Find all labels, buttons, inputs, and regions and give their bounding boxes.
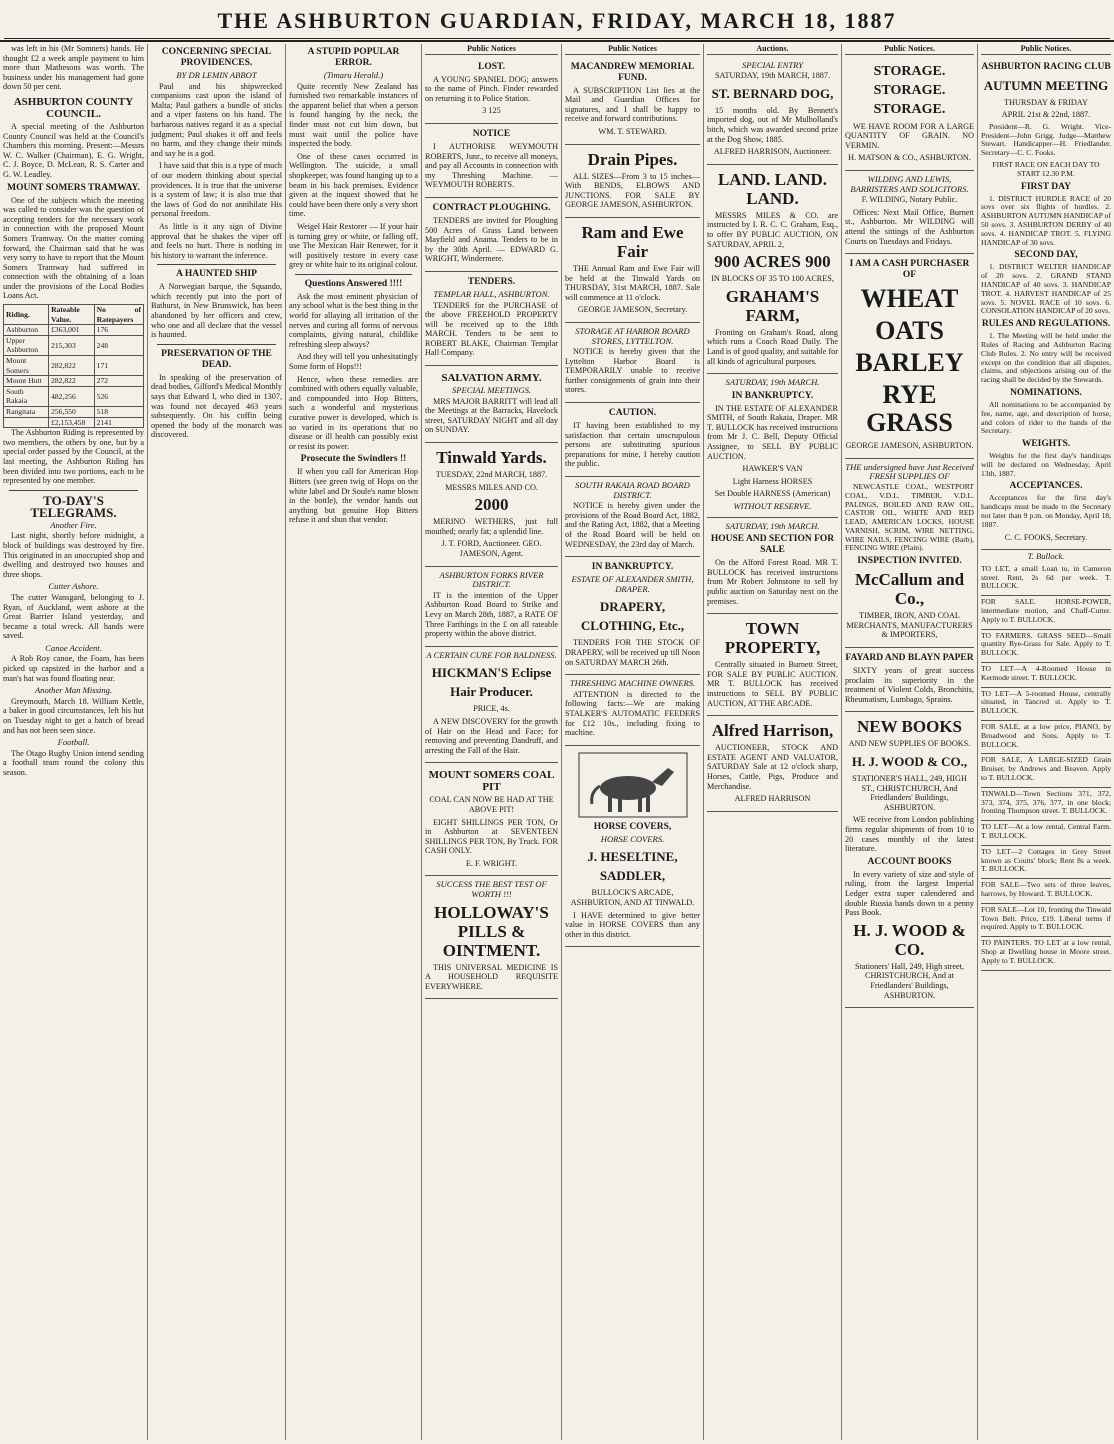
ad-house-section bbox=[707, 518, 838, 615]
table-cell: 215,303 bbox=[49, 335, 95, 355]
heading-county-council: ASHBURTON COUNTY COUNCIL. bbox=[13, 95, 134, 120]
ad-sign: GEORGE JAMESON, Secretary. bbox=[577, 305, 688, 315]
column-6 bbox=[704, 44, 842, 1440]
ad-ram-fair bbox=[565, 218, 700, 323]
ad-item: HAWKER'S VAN bbox=[742, 464, 803, 474]
ad-subheading: HOUSE AND SECTION FOR SALE bbox=[710, 534, 835, 556]
ad-days: THURSDAY & FRIDAY bbox=[1004, 97, 1088, 107]
ad-sign: H. MATSON & CO., ASHBURTON. bbox=[848, 153, 971, 163]
ad-sign: E. F. WRIGHT. bbox=[465, 858, 518, 868]
heading-haunted-ship: A HAUNTED SHIP bbox=[176, 269, 257, 280]
list-item: FOR SALE—Two sets of three leaves, harrows, by Howard. T. BULLOCK. bbox=[981, 879, 1111, 904]
ad-heading: THE undersigned have Just Received FRESH SUPPLIES OF bbox=[845, 461, 974, 482]
table-cell: 248 bbox=[94, 335, 143, 355]
ad-wilding bbox=[845, 171, 974, 254]
list-item: FOR SALE. HORSE-POWER, intermediate motion, and Chaff-Cutter. Apply to T. BULLOCK. bbox=[981, 596, 1111, 629]
table-header-cell: Riding. bbox=[4, 305, 49, 325]
ad-address: STATIONER'S HALL, 249, HIGH ST., CHRISTCHURCH, And Friedlanders' Buildings, ASHBURTON. bbox=[852, 774, 967, 812]
ad-threshing bbox=[565, 675, 700, 746]
list-item: FOR SALE, at a low price, PIANO, by Broadwood and Sons. Apply to T. BULLOCK. bbox=[981, 721, 1111, 754]
ad-holloway bbox=[425, 876, 558, 999]
ad-heading: TOWN PROPERTY, bbox=[724, 619, 821, 658]
ad-title: H. J. WOOD & CO., bbox=[851, 754, 968, 770]
ad-heading: I AM A CASH PURCHASER OF bbox=[849, 259, 970, 281]
ad-ploughing bbox=[425, 198, 558, 272]
ad-number: 2000 bbox=[474, 495, 509, 515]
heading-fire: Another Fire. bbox=[50, 519, 97, 530]
ad-item: Light Harness HORSES bbox=[732, 476, 813, 486]
ad-heading: SALVATION ARMY. bbox=[441, 372, 542, 385]
ad-storage bbox=[845, 57, 974, 171]
table-cell: Mount Somers bbox=[4, 356, 49, 376]
ad-drain-pipes bbox=[565, 145, 700, 218]
ad-heading: Alfred Harrison, bbox=[711, 721, 834, 741]
list-item: TO LET—A 5-roomed House, centrally situated, in Tancred st. Apply to T. BULLOCK. bbox=[981, 688, 1111, 721]
ad-note: WITHOUT RESERVE. bbox=[733, 501, 812, 512]
ad-title: J. HESELTINE, SADDLER, bbox=[587, 849, 678, 884]
ad-land bbox=[707, 165, 838, 374]
ad-alfred-harrison bbox=[707, 716, 838, 812]
column-4 bbox=[422, 44, 562, 1440]
article-paragraph: And they will tell you unhesitatingly Some form of Hops!!! bbox=[289, 352, 418, 372]
ad-heading: LOST. bbox=[477, 61, 505, 72]
table-row bbox=[4, 407, 144, 418]
ad-heading: NOTICE bbox=[472, 128, 511, 139]
ad-coal-pit bbox=[425, 763, 558, 876]
heading-canoe: Canoe Accident. bbox=[45, 642, 102, 653]
ad-text: IN THE ESTATE OF ALEXANDER SMITH, of South Rakaia, Draper. MR T. BULLOCK has received instructions from Mr J. C. Bell, Deputy Official Assignee, to SELL BY PUBLIC AUCTION. bbox=[707, 403, 838, 461]
ad-text: Fronting on Graham's Road, along which runs a Coach Road Daily. The Land is of good quality, and suitable for all kinds of agricultural purposes. bbox=[707, 327, 838, 366]
masthead bbox=[0, 0, 1114, 42]
table-header-cell: Rateable Value. bbox=[49, 305, 95, 325]
ad-oats: OATS bbox=[875, 316, 944, 346]
ad-text: TIMBER, IRON, AND COAL MERCHANTS, MANUFACTURERS & IMPORTERS, bbox=[846, 611, 973, 640]
ad-date: TUESDAY, 22nd MARCH, 1887. bbox=[435, 470, 548, 480]
table-header-cell: No of Ratepayers bbox=[94, 305, 143, 325]
ad-heading: THRESHING MACHINE OWNERS. bbox=[569, 678, 696, 689]
ad-text: EIGHT SHILLINGS PER TON, Or in Ashburton at SEVENTEEN SHILLINGS PER TON, By Truck. FOR CASH ONLY. bbox=[425, 817, 558, 856]
divider bbox=[295, 274, 412, 275]
ad-heading: STORAGE. STORAGE. STORAGE. bbox=[873, 63, 946, 117]
table-cell: Upper Ashburton bbox=[4, 335, 49, 355]
ad-lost bbox=[425, 57, 558, 124]
ad-heading: STORAGE AT HARBOR BOARD STORES, LYTTELTON. bbox=[575, 325, 690, 346]
ad-title: HOLLOWAY'S PILLS & OINTMENT. bbox=[434, 902, 549, 960]
ad-heading: ASHBURTON FORKS RIVER DISTRICT. bbox=[439, 569, 544, 590]
list-item: TO LET, a small Loan to, in Cameron street. Rent, 2s 6d per week. T. BULLOCK. bbox=[981, 563, 1111, 596]
ad-town-property bbox=[707, 614, 838, 716]
article-paragraph: Weigel Hair Restorer — If your hair is turning grey or white, or falling off, use The Mexican Hair Renewer, for it will positively restore in every case grey or white hair to its original colour. bbox=[289, 221, 418, 270]
ad-text: MESSRS MILES & CO. are instructed by I. R. C. C. Graham, Esq., to offer BY PUBLIC AUCTION, ON SATURDAY, APRIL 2, bbox=[707, 210, 838, 249]
ad-heading: HORSE COVERS, bbox=[593, 821, 672, 832]
table-row bbox=[4, 386, 144, 406]
ad-heading: WILDING AND LEWIS, BARRISTERS AND SOLICITORS. bbox=[850, 173, 969, 194]
ad-text: A NEW DISCOVERY for the growth of Hair on the Head and Face; for removing and preventing Dandruff, and arresting the Fall of the Hair. bbox=[425, 716, 558, 755]
heading-telegrams: TO-DAY'S TELEGRAMS. bbox=[30, 492, 117, 520]
table-cell: South Rakaia bbox=[4, 386, 49, 406]
column-header: Public Notices. bbox=[981, 44, 1111, 55]
ad-list: NEWCASTLE COAL, WESTPORT COAL, V.D.L. TIMBER, V.D.L. PALINGS, BOILED AND RAW OIL, CASTOR OIL, WHITE AND RED LEAD, AMERICAN LOCKS, HOUSE VARNISH, SCRIM, WIRE NETTING, WIRE NAILS, FENCING WIRE (Barb), FENCING WIRE (Plain). bbox=[845, 481, 974, 553]
ad-text: IT is the intention of the Upper Ashburton Road Board to Strike and Levy on March 28th, 1887, a RATE OF Three Farthings in the £ on all rateable property within the above district. bbox=[425, 590, 558, 639]
ad-heading: SATURDAY, 19th MARCH. bbox=[725, 377, 820, 388]
ad-text: ALL SIZES—From 3 to 15 inches—With BENDS, ELBOWS AND JUNCTIONS. FOR SALE BY GEORGE JAMESON, ASHBURTON. bbox=[565, 171, 700, 210]
ad-text: NOTICE is hereby given under the provisions of the Road Board Act, 1882, and the Rating Act, 1882, that a Meeting of the Road Board will be held on WEDNESDAY, the 23rd day of March. bbox=[565, 501, 700, 549]
ad-sign: ALFRED HARRISON, Auctioneer. bbox=[713, 147, 832, 157]
ad-title: H. J. WOOD & CO. bbox=[853, 920, 966, 959]
ad-subheading: IN BANKRUPTCY. bbox=[731, 390, 814, 401]
column-header: Public Notices bbox=[425, 44, 558, 55]
table-total-row bbox=[4, 417, 144, 428]
table-cell: Ashburton bbox=[4, 325, 49, 336]
ad-address: Stationers' Hall, 249, High street, CHRISTCHURCH, And at Friedlanders' Buildings, ASHBURTON. bbox=[854, 961, 965, 1000]
ad-sign: GEORGE JAMESON, ASHBURTON. bbox=[845, 441, 974, 451]
ad-text: I AUTHORISE WEYMOUTH ROBERTS, Junr., to receive all moneys, and pay all Accounts in connection with my Threshing Machine. — WEYMOUTH ROBERTS. bbox=[425, 141, 558, 190]
newspaper-title: THE ASHBURTON GUARDIAN, FRIDAY, MARCH 18, 1887 bbox=[217, 8, 897, 33]
article-paragraph: Quite recently New Zealand has furnished two remarkable instances of the apparent belief that when a person is found hanging by the neck, the finder must not cut him down, but must wait until the police have inspected the body. bbox=[289, 81, 418, 149]
cutter-paragraph: The cutter Wansgard, belonging to J. Ryan, of Auckland, went ashore at the Great Barrier Island yesterday, and became a total wreck. All hands were saved. bbox=[3, 592, 144, 641]
ad-salvation-army bbox=[425, 366, 558, 443]
fire-paragraph: Last night, shortly before midnight, a block of buildings was destroyed by fire. This originated in an unoccupied shop and dwelling and destroyed two houses and three shops. bbox=[3, 531, 144, 579]
ad-text: Centrally situated in Burnett Street, FOR SALE BY PUBLIC AUCTION. MR T. BULLOCK has received instructions to SELL BY PUBLIC AUCTION, AT THE ARCADE. bbox=[707, 660, 838, 708]
divider bbox=[9, 490, 138, 491]
riding-paragraph: The Ashburton Riding is represented by two members, the others by one, but by a special order passed by the Council, at the last meeting, the Ashburton Riding has been divided into two portions, each to be represented by one member. bbox=[3, 428, 144, 486]
ad-text: All nominations to be accompanied by fee, name, age, and description of horse, and colors of rider to the hands of the Secretary. bbox=[981, 399, 1111, 436]
byline: (Timaru Herald.) bbox=[323, 70, 384, 80]
column-2 bbox=[148, 44, 286, 1440]
ad-text: WE receive from London publishing firms regular shipments of from 10 to 20 cases monthly of the latest literature. bbox=[845, 815, 974, 854]
table-row bbox=[4, 335, 144, 355]
ad-text: SIXTY years of great success proclaim its superiority in the treatment of Violent Colds, Bronchitis, Rheumatism, Lumbago, Sprains. bbox=[845, 666, 974, 704]
ad-title: DRAPERY, CLOTHING, Etc., bbox=[580, 599, 685, 634]
table-cell: 482,256 bbox=[49, 386, 95, 406]
ad-text: Offices: Next Mail Office, Burnett st., Ashburton. Mr WILDING will attend the sittings of the Ashburton Courts on Tuesdays and Fridays. bbox=[845, 207, 974, 246]
ad-text: AUCTIONEER, STOCK AND ESTATE AGENT AND VALUATOR, SATURDAY Sale at 12 o'clock sharp, Horses, Cattle, Pigs, Produce and Merchandise. bbox=[707, 743, 838, 791]
ad-address: BULLOCK'S ARCADE, ASHBURTON, AND AT TINWALD. bbox=[570, 888, 695, 907]
ad-heading: NEW BOOKS bbox=[856, 717, 963, 737]
table-cell: Rangitata bbox=[4, 407, 49, 418]
ad-sign: C. C. FOOKS, Secretary. bbox=[1004, 532, 1088, 542]
heading-preservation: PRESERVATION OF THE DEAD. bbox=[161, 348, 272, 370]
table-cell: 176 bbox=[94, 325, 143, 336]
canoe-paragraph: A Rob Roy canoe, the Foam, has been picked up capsized in the harbor and a man's hat was found floating near. bbox=[3, 654, 144, 683]
table-cell: 2141 bbox=[94, 417, 143, 428]
heading-popular-error: A STUPID POPULAR ERROR. bbox=[307, 47, 400, 68]
ad-acres: 900 ACRES 900 bbox=[714, 252, 831, 272]
ad-heading: A CERTAIN CURE FOR BALDNESS. bbox=[426, 649, 557, 660]
ad-heading: MOUNT SOMERS COAL PIT bbox=[428, 769, 555, 794]
ad-special-entry bbox=[707, 57, 838, 165]
list-item: TO LET—2 Cottages in Grey Street known as Coutts' block; Rent 8s a week. T. BULLOCK. bbox=[981, 846, 1111, 879]
ad-price: PRICE, 4s. bbox=[473, 704, 510, 714]
ad-text: A YOUNG SPANIEL DOG; answers to the name of Pinch. Finder rewarded on returning it to Police Station. bbox=[425, 74, 558, 103]
column-header: Public Notices bbox=[565, 44, 700, 55]
ad-text: MRS MAJOR BARRITT will lead all the Meetings at the Barracks, Havelock street, SATURDAY NIGHT and all day on SUNDAY. bbox=[425, 396, 558, 435]
list-item: TO FARMERS. GRASS SEED—Small quantity Rye-Grass for Sale. Apply to T. BULLOCK. bbox=[981, 630, 1111, 663]
ad-start: FIRST RACE ON EACH DAY TO START 12.30 P.M. bbox=[992, 159, 1100, 178]
heading-tramway: MOUNT SOMERS TRAMWAY. bbox=[7, 182, 140, 193]
ad-text: TENDERS for the PURCHASE of the above FREEHOLD PROPERTY will be received up to the 18th MARCH. Tenders to be sent to ROBERT BLAKE, Chairman Templar Hall Company. bbox=[425, 300, 558, 358]
ad-hickman bbox=[425, 647, 558, 764]
ad-horse-covers bbox=[565, 746, 700, 948]
article-paragraph: One of these cases occurred in Wellington. The suicide, a small shopkeeper, was found hanging up to a beam in his back premises. Evidence given at the inquest showed that he could have been there only a very short time. bbox=[289, 151, 418, 219]
ad-text: THIS UNIVERSAL MEDICINE IS A HOUSEHOLD REQUISITE EVERYWHERE. bbox=[425, 962, 558, 991]
ad-sign: WM. T. STEWARD. bbox=[598, 126, 667, 136]
ad-name: F. WILDING, Notary Public. bbox=[861, 195, 958, 205]
ad-subheading: FIRST DAY bbox=[1021, 181, 1071, 192]
column-header: Auctions. bbox=[707, 44, 838, 55]
ad-new-books bbox=[845, 712, 974, 1008]
ad-text: ATTENTION is directed to the following facts:—We are making STALKER'S AUTOMATIC FEEDERS for £12 10s., including fixing to machine. bbox=[565, 689, 700, 738]
table-cell: £2,153,458 bbox=[49, 417, 95, 428]
riding-table bbox=[3, 304, 144, 428]
heading-cutter: Cutter Ashore. bbox=[48, 581, 99, 592]
ad-text: 15 months old. By Bennett's imported dog, out of Mr Mulholland's bitch, which was awarded second prize at the Dog Show, 1885. bbox=[707, 105, 838, 144]
ad-sign: J. T. FORD, Auctioneer. GEO. JAMESON, Agent. bbox=[441, 539, 542, 558]
table-cell: 171 bbox=[94, 356, 143, 376]
ad-heading: MACANDREW MEMORIAL FUND. bbox=[570, 61, 695, 83]
ad-text: TENDERS are invited for Ploughing 500 Acres of Grass Land between Mayfield and Anama. Tenders to be in by the 30th April. — EDWARD G. WRIGHT, Windermere. bbox=[425, 215, 558, 264]
ad-road-board bbox=[565, 477, 700, 557]
article-paragraph: In speaking of the preservation of dead bodies, Gilford's Medical Monthly says that Edward I, who died in 1307, was found not decayed 463 years subsequently. On his coffin being opened the body of the monarch was discovered. bbox=[151, 372, 282, 440]
ad-races: 1. DISTRICT HURDLE RACE of 20 sovs over six flights of hurdles. 2. ASHBURTON AUTUMN HANDICAP of 50 sovs. 3. ASHBURTON DERBY of 40 sovs. 4. HANDICAP TROT. 5. FLYING HANDICAP of 30 sovs. bbox=[981, 193, 1111, 247]
ad-firm: MESSRS MILES AND CO. bbox=[445, 482, 538, 492]
article-paragraph: A Norwegian barque, the Squando, which recently put into the port of Bathurst, in New Brunswick, has been abandoned by her officers and crew, who one and all declare that the vessel is haunted. bbox=[151, 282, 282, 340]
ad-rules: 1. The Meeting will be held under the Rules of Racing and Ashburton Racing Club Rules. 2. No entry will be received except on the condition that all disputes, claims, and objections arising out of the racing shall be decided by the Stewards. bbox=[981, 331, 1111, 385]
ad-title: HICKMAN'S Eclipse Hair Producer. bbox=[431, 665, 552, 700]
ad-storage-notice bbox=[565, 323, 700, 403]
ad-text: IT having been established to my satisfaction that certain unscrupulous persons are substituting spurious preparations for mine, I hereby caution the public. bbox=[565, 421, 700, 469]
table-cell: 282,822 bbox=[49, 376, 95, 387]
ad-heading: Tinwald Yards. bbox=[436, 448, 547, 468]
column-7 bbox=[842, 44, 978, 1440]
ad-drapery bbox=[565, 557, 700, 675]
ad-wheat: WHEAT bbox=[860, 284, 959, 314]
ad-text: I HAVE determined to give better value in HORSE COVERS than any other in this district. bbox=[565, 910, 700, 939]
table-cell: 282,822 bbox=[49, 356, 95, 376]
ad-heading: ASHBURTON RACING CLUB bbox=[981, 61, 1111, 72]
ad-heading: SATURDAY, 19th MARCH. bbox=[725, 520, 820, 531]
table-row bbox=[4, 376, 144, 387]
ad-mccallum bbox=[845, 459, 974, 648]
article-paragraph: Hence, when these remedies are combined with others equally valuable, and compounded into Hop Bitters, such a wonderful and mysterious curative power is developed, which is so varied in its operations that no disease or ill health can possibly exist or resist its power. bbox=[289, 374, 418, 451]
table-cell: 272 bbox=[94, 376, 143, 387]
ad-subheading: COAL CAN NOW BE HAD AT THE ABOVE PIT! bbox=[429, 795, 554, 814]
ad-text: THE Annual Ram and Ewe Fair will be held at the Tinwald Yards on THURSDAY, 31st MARCH, 1887. Sale will commence at 11 o'clock. bbox=[565, 263, 700, 302]
ad-text: NOTICE is hereby given that the Lyttelton Harbor Board is TEMPORARILY unable to receive further consignments of grain into their stores. bbox=[565, 347, 700, 395]
ad-officers: President—R. G. Wright. Vice-President—John Grigg. Judge—Matthew Stewart. Handicapper—H. Friedlander. Secretary—C. C. Fooks. bbox=[981, 121, 1111, 158]
list-item: TO PAINTERS. TO LET at a low rental, Shop at Dwelling house in Moore street. Apply to T. BULLOCK. bbox=[981, 937, 1111, 970]
article-paragraph: Paul and his shipwrecked companions cast upon the island of Malta; Paul gathers a bundle of sticks and a viper fastens on his hand. The barbarous natives regard it as a special judgment; Paul shakes it off and feels no harm, and they change their minds and say he is a god. bbox=[151, 81, 282, 158]
ad-subheading: NOMINATIONS. bbox=[1010, 387, 1082, 398]
ad-cash-purchaser bbox=[845, 254, 974, 459]
column-8 bbox=[978, 44, 1114, 1440]
ad-subheading: RULES AND REGULATIONS. bbox=[981, 319, 1111, 330]
ad-text: WE HAVE ROOM FOR A LARGE QUANTITY OF GRAIN. NO VERMIN. bbox=[845, 121, 974, 150]
heading-questions: Questions Answered !!!! bbox=[304, 278, 403, 289]
ad-heading: CONTRACT PLOUGHING. bbox=[432, 202, 551, 213]
column-header: Public Notices. bbox=[845, 44, 974, 55]
list-item: TINWALD—Town Sections 371, 372, 373, 374, 375, 376, 377, in one block; fronting Thompson street. T. BULLOCK. bbox=[981, 788, 1111, 821]
tramway-paragraph: One of the subjects which the meeting was called to consider was the question of accepting tenders for the necessary work in connection with the proposed Mount Somers Tramway. On the matter coming forward, the Chairman said that he was very sorry to have to report that the Mount Somers Tramway had suffered in connection with the obtaining of a loan under the provisions of the Local Bodies Loans Act. bbox=[3, 195, 144, 301]
table-cell: £363,001 bbox=[49, 325, 95, 336]
ad-text: A SUBSCRIPTION List lies at the Mail and Guardian Offices for signatures, and I shall be happy to receive and forward contributions. bbox=[565, 85, 700, 124]
divider bbox=[157, 264, 276, 265]
ad-tinwald-yards bbox=[425, 443, 558, 567]
ad-heading: SUCCESS THE BEST TEST OF WORTH !!! bbox=[436, 879, 547, 900]
ad-memorial-fund bbox=[565, 57, 700, 145]
ad-text: MERINO WETHERS, just full mouthed; nearly fat; a splendid line. bbox=[425, 517, 558, 536]
list-item: TO LET—At a low rental, Central Farm. T. BULLOCK. bbox=[981, 821, 1111, 846]
ad-racing-club bbox=[981, 57, 1111, 551]
list-item: FOR SALE, A LARGE-SIZED Grain Bruiser, by Andrews and Beaven. Apply to T. BULLOCK. bbox=[981, 754, 1111, 787]
column-5 bbox=[562, 44, 704, 1440]
masthead-rule bbox=[4, 38, 1110, 39]
football-paragraph: The Otago Rugby Union intend sending a football team round the colony this season. bbox=[3, 748, 144, 777]
article-paragraph: Ask the most eminent physician of any school what is the best thing in the world for allaying all irritation of the nerves and curing all forms of nervous complaints, giving natural, childlike refreshing sleep always? bbox=[289, 291, 418, 349]
ad-forks-river bbox=[425, 567, 558, 647]
column-1 bbox=[0, 44, 148, 1440]
horse-icon bbox=[578, 752, 688, 818]
table-row bbox=[4, 356, 144, 376]
ad-caution bbox=[565, 403, 700, 477]
ad-heading: LAND. LAND. LAND. bbox=[717, 169, 828, 208]
ad-subheading: ACCEPTANCES. bbox=[1009, 481, 1083, 492]
ad-ref: 3 125 bbox=[482, 106, 501, 116]
table-row bbox=[4, 325, 144, 336]
article-paragraph: I have said that this is a type of much of our modern thinking about special providences. It is true that the universe is a system of law; it is also true that the laws of God do not annihilate His personal freedom. bbox=[151, 161, 282, 219]
heading-providences: CONCERNING SPECIAL PROVIDENCES. bbox=[161, 47, 272, 68]
table-cell: 518 bbox=[94, 407, 143, 418]
article-paragraph: As little is it any sign of Divine approval that he shakes the viper off and feels no hurt. There is nothing in his history to warrant the inference. bbox=[151, 221, 282, 260]
divider bbox=[157, 344, 276, 345]
ad-subheading: WEIGHTS. bbox=[1021, 439, 1071, 450]
ad-text: TENDERS FOR THE STOCK OF DRAPERY, will be received up till Noon on SATURDAY MARCH 26th. bbox=[565, 638, 700, 667]
table-cell: 256,550 bbox=[49, 407, 95, 418]
heading-swindlers: Prosecute the Swindlers !! bbox=[300, 454, 407, 465]
ad-bankrupt-smith bbox=[707, 374, 838, 518]
ad-heading: CAUTION. bbox=[608, 408, 657, 419]
ad-subheading: AND NEW SUPPLIES OF BOOKS. bbox=[848, 739, 971, 749]
table-cell: 526 bbox=[94, 386, 143, 406]
ad-sign: ALFRED HARRISON bbox=[734, 794, 811, 804]
table-cell bbox=[4, 417, 49, 428]
ad-heading: TENDERS. bbox=[467, 276, 516, 287]
ad-subheading: TEMPLAR HALL, ASHBURTON. bbox=[433, 288, 550, 299]
article-continuation: was left in his (Mr Somners) hands. He thought £2 a week ample payment to him more than Mathesons was worth. The business under his management had gone down 50 per cent. bbox=[3, 44, 144, 92]
ad-date: SATURDAY, 19th MARCH, 1887. bbox=[714, 71, 831, 81]
ad-subheading: HORSE COVERS. bbox=[600, 833, 665, 844]
council-paragraph: A special meeting of the Ashburton County Council was held at the Council's Chambers this morning. Present:—Messrs W. C. Walker (Chairman), E. G. Wright, C. J. Boyce, D. McLean, R. S. Carter and G. W. Leadley. bbox=[3, 121, 144, 179]
ad-subheading: SECOND DAY, bbox=[1014, 250, 1078, 261]
missing-paragraph: Greymouth, March 18. William Kettle, a baker in good circumstances, left his hut on Tuesday night to get a batch of bread and has not been seen since. bbox=[3, 696, 144, 735]
ad-title: GRAHAM'S FARM, bbox=[725, 286, 820, 325]
ad-subheading: ESTATE OF ALEXANDER SMITH, DRAPER. bbox=[571, 574, 694, 594]
ad-barley: BARLEY bbox=[855, 348, 964, 378]
list-item: TO LET—A 4-Roomed House in Kermode street. T. BULLOCK. bbox=[981, 663, 1111, 688]
riding-table-header bbox=[4, 305, 144, 325]
ad-title: ST. BERNARD DOG, bbox=[711, 85, 834, 101]
ad-subheading: AUTUMN MEETING bbox=[983, 77, 1109, 93]
heading-football: Football. bbox=[57, 737, 90, 748]
ad-text: Acceptances for the first day's handicaps must be made to the Secretary not later than 9 p.m. on Monday, April 18, 1887. bbox=[981, 493, 1111, 529]
ad-heading: Ram and Ewe Fair bbox=[581, 222, 684, 261]
heading-missing: Another Man Missing. bbox=[34, 685, 113, 696]
ad-heading: Drain Pipes. bbox=[587, 149, 678, 169]
column-3 bbox=[286, 44, 422, 1440]
ad-fayard bbox=[845, 648, 974, 712]
ad-text: In every variety of size and style of ruling, from the largest Imperial Ledger extra super calendered and double Russia bands down to a penny Pass Book. bbox=[845, 869, 974, 918]
ad-heading: IN BANKRUPTCY. bbox=[591, 562, 674, 573]
ad-subheading: SPECIAL MEETINGS. bbox=[451, 385, 532, 396]
ad-notice bbox=[425, 124, 558, 198]
ad-text: On the Alford Forest Road. MR T. BULLOCK has received instructions from Mr Robert Johnstone to sell by public auction on Saturday next on the premises. bbox=[707, 558, 838, 606]
article-paragraph: If when you call for American Hop Bitters (see green twig of Hops on the white label and Dr Soule's name blown in the bottle), the vendor hands out anything but genuine Hop Bitters refuse it and shun that vendor. bbox=[289, 467, 418, 525]
byline: BY DR LEMIN ABBOT bbox=[176, 70, 257, 80]
ad-races: 1. DISTRICT WELTER HANDICAP of 20 sovs. 2. GRAND STAND HANDICAP of 40 sovs. 3. HANDICAP TROT. 4. HARVEST HANDICAP of 25 sovs. 5. NOVEL RACE of 10 sovs. 6. CONSOLATION HANDICAP of 20 sovs. bbox=[981, 262, 1111, 316]
ad-title: McCallum and Co., bbox=[854, 570, 965, 609]
ad-rye-grass: RYE GRASS bbox=[866, 380, 953, 438]
ad-heading: SOUTH RAKAIA ROAD BOARD DISTRICT. bbox=[575, 480, 690, 500]
ad-subheading: ACCOUNT BOOKS bbox=[867, 856, 952, 867]
ad-item: Set Double HARNESS (American) bbox=[714, 489, 831, 499]
ad-heading: SPECIAL ENTRY bbox=[741, 59, 804, 70]
ad-text: Weights for the first day's handicaps will be declared on Wednesday, April 13th, 1887. bbox=[981, 451, 1111, 478]
list-item: FOR SALE—Lot 10, fronting the Tinwald Town Belt. Price, £19. Liberal terms if required. Apply to T. BULLOCK. bbox=[981, 904, 1111, 937]
ad-heading: FAYARD AND BLAYN PAPER bbox=[845, 653, 974, 664]
ad-subheading: INSPECTION INVITED. bbox=[857, 556, 962, 567]
ad-templar-hall bbox=[425, 272, 558, 366]
ad-heading: T. Bullock. bbox=[1027, 551, 1065, 562]
ad-subheading: IN BLOCKS OF 35 TO 100 ACRES, bbox=[711, 274, 834, 284]
ad-date: APRIL 21st & 22nd, 1887. bbox=[1001, 110, 1091, 120]
table-cell: Mount Hutt bbox=[4, 376, 49, 387]
